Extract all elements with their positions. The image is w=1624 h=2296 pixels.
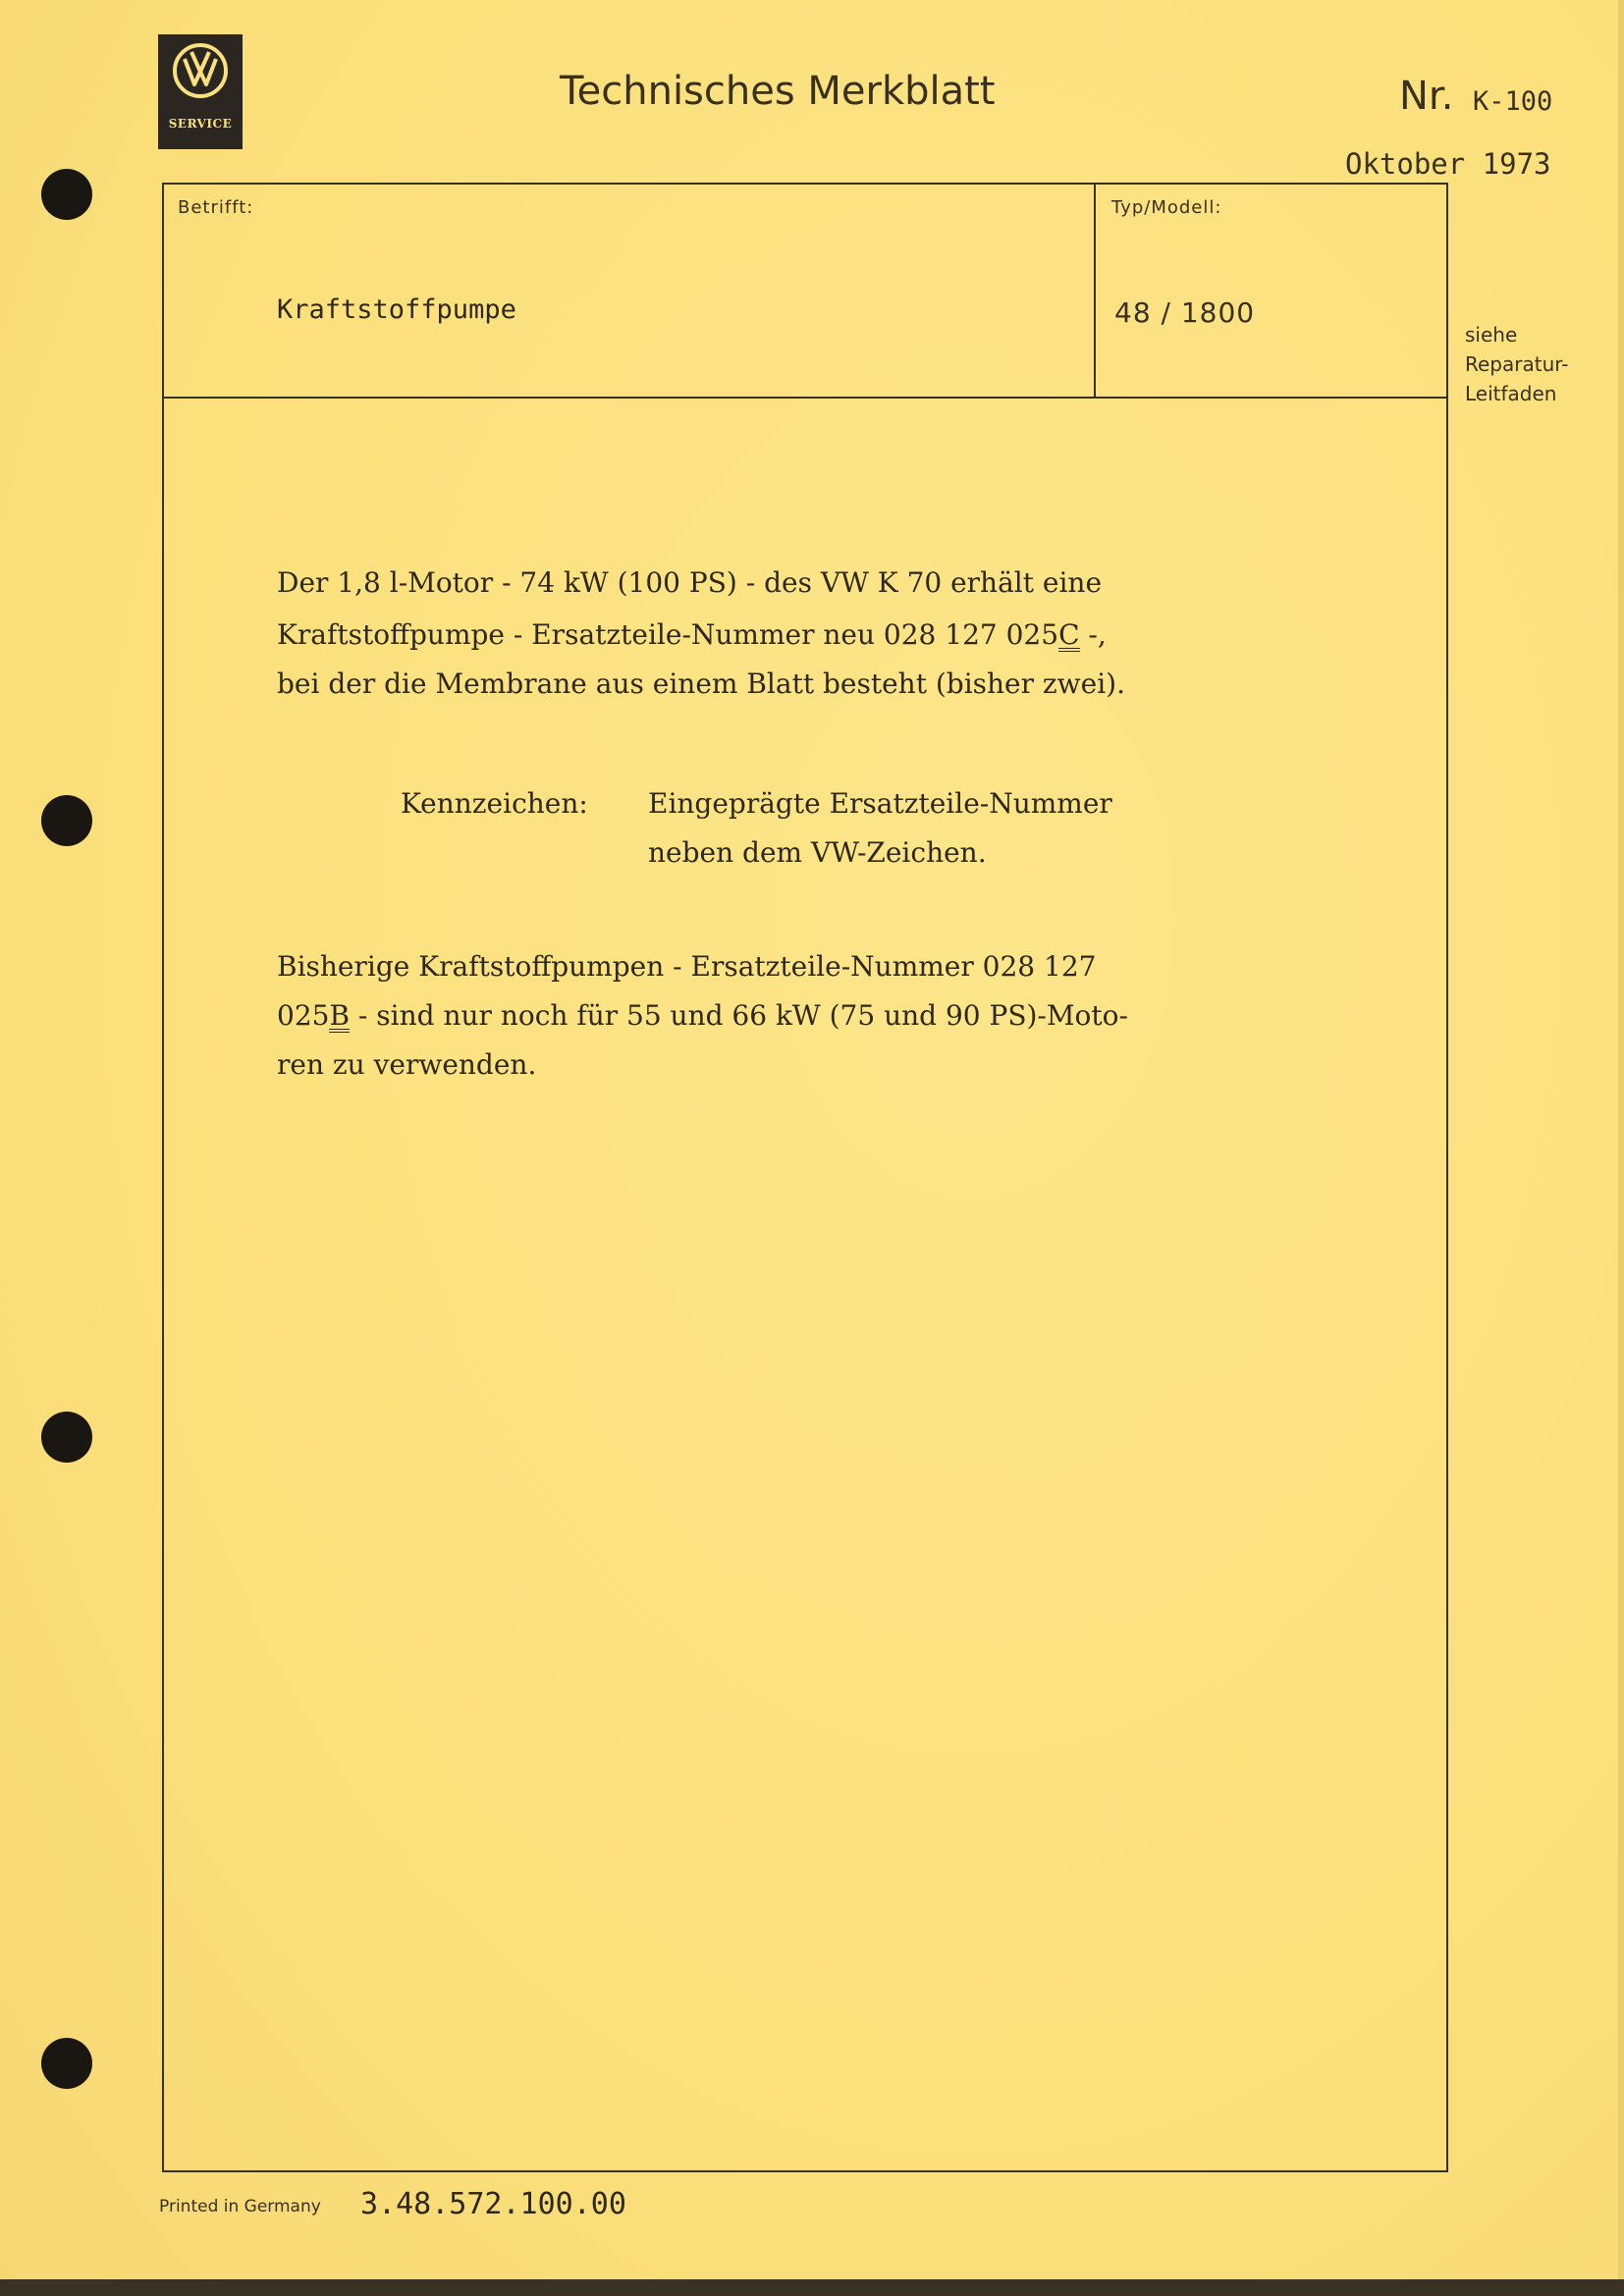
document-date: Oktober 1973 <box>1345 147 1551 181</box>
document-number: K-100 <box>1473 86 1553 117</box>
body-line: Bisherige Kraftstoffpumpen - Ersatzteile-Nummer 028 127 <box>277 950 1097 983</box>
subject-label: Betrifft: <box>178 197 254 218</box>
vw-service-logo <box>158 34 243 149</box>
model-value: 48 / 1800 <box>1114 296 1256 329</box>
punch-hole <box>41 795 92 846</box>
subject-value: Kraftstoffpumpe <box>277 294 516 325</box>
print-number: 3.48.572.100.00 <box>360 2187 626 2221</box>
part-suffix-c: C <box>1058 618 1080 651</box>
punch-hole <box>41 169 92 220</box>
body-text: - sind nur noch für 55 und 66 kW (75 und 90 PS)-Moto- <box>350 999 1128 1032</box>
column-divider <box>1094 183 1096 398</box>
header-divider <box>162 397 1448 399</box>
logo-text: SERVICE <box>168 117 233 131</box>
page-edge <box>1618 0 1624 2296</box>
body-line: Der 1,8 l-Motor - 74 kW (100 PS) - des VW K 70 erhält eine <box>277 566 1103 599</box>
page-title: Technisches Merkblatt <box>560 69 996 114</box>
body-line <box>277 999 1128 1033</box>
punch-hole <box>41 2038 92 2089</box>
body-text: 025 <box>277 999 330 1032</box>
printed-in-label: Printed in Germany <box>159 2197 321 2216</box>
content-frame <box>162 183 1448 2172</box>
side-note-line: Reparatur- <box>1465 352 1569 376</box>
side-note <box>1465 320 1568 408</box>
scan-edge <box>0 2279 1624 2296</box>
punch-hole <box>41 1412 92 1463</box>
kennzeichen-label: Kennzeichen: <box>401 787 588 820</box>
body-line <box>277 618 1107 652</box>
body-line: ren zu verwenden. <box>277 1048 537 1081</box>
kennzeichen-line: neben dem VW-Zeichen. <box>648 836 987 869</box>
number-label: Nr. <box>1399 74 1454 119</box>
kennzeichen-line: Eingeprägte Ersatzteile-Nummer <box>648 787 1112 820</box>
vw-logo-icon <box>172 42 229 99</box>
body-text: -, <box>1079 618 1107 651</box>
body-text: Kraftstoffpumpe - Ersatzteile-Nummer neu 028 127 025 <box>277 618 1059 651</box>
side-note-line: Leitfaden <box>1465 382 1557 405</box>
model-label: Typ/Modell: <box>1111 197 1222 218</box>
side-note-line: siehe <box>1465 323 1518 347</box>
part-suffix-b: B <box>329 999 351 1032</box>
body-line: bei der die Membrane aus einem Blatt besteht (bisher zwei). <box>277 667 1125 700</box>
